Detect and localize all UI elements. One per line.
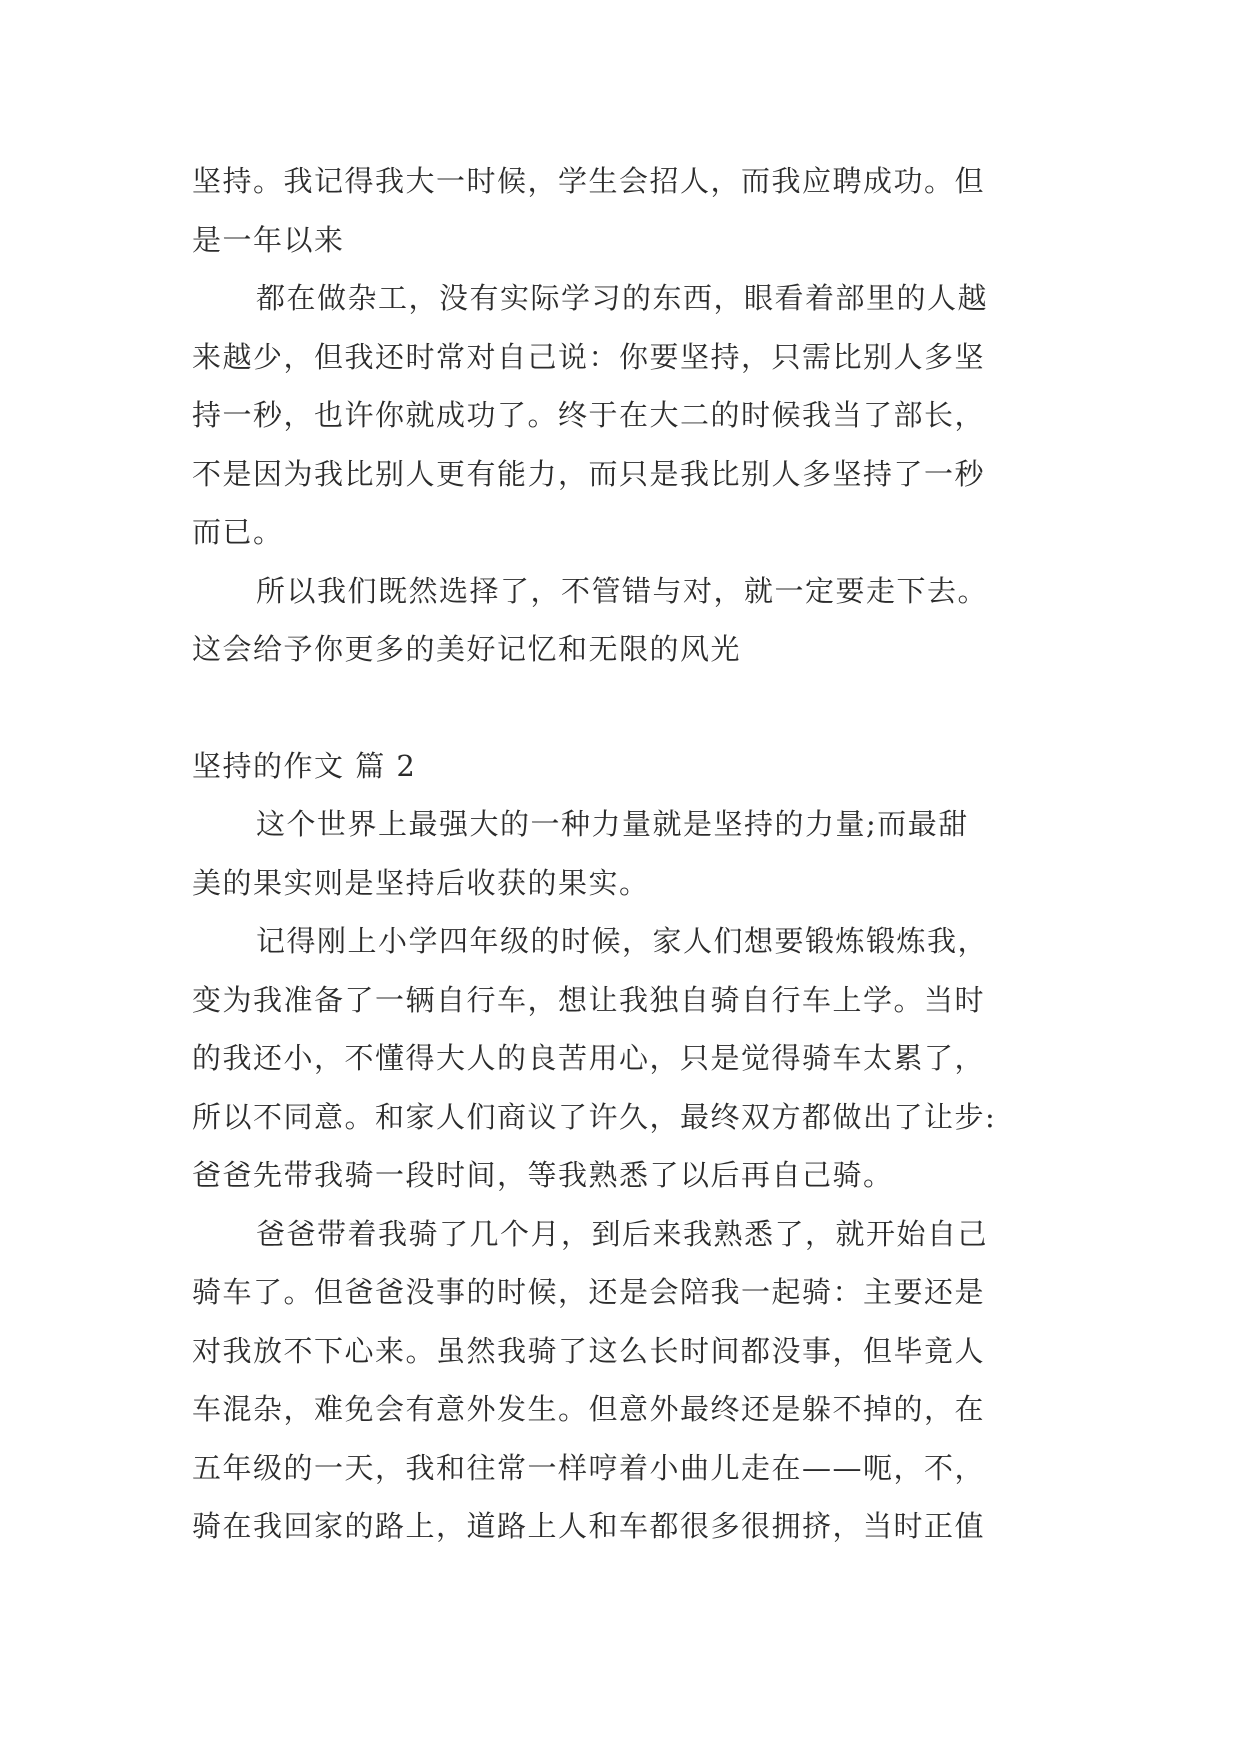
- paragraph-line: 爸爸带着我骑了几个月，到后来我熟悉了，就开始自己: [256, 1216, 989, 1251]
- paragraph-line: 这会给予你更多的美好记忆和无限的风光: [192, 632, 742, 666]
- paragraph-line: 来越少，但我还时常对自己说：你要坚持，只需比别人多坚: [192, 339, 986, 374]
- paragraph-line: 爸爸先带我骑一段时间，等我熟悉了以后再自己骑。: [192, 1158, 894, 1192]
- paragraph-line: 对我放不下心来。虽然我骑了这么长时间都没事，但毕竟人: [192, 1333, 986, 1368]
- paragraph: [192, 152, 1092, 269]
- paragraph-line: 坚持。我记得我大一时候，学生会招人，而我应聘成功。但: [192, 164, 986, 198]
- paragraph: [192, 795, 1092, 912]
- paragraph-line: 车混杂，难免会有意外发生。但意外最终还是躲不掉的，在: [192, 1392, 986, 1426]
- paragraph-line: 都在做杂工，没有实际学习的东西，眼看着部里的人越: [256, 281, 989, 315]
- paragraph-line: 变为我准备了一辆自行车，想让我独自骑自行车上学。当时: [192, 982, 986, 1017]
- paragraph-line: 是一年以来: [192, 222, 345, 257]
- section-heading: 坚持的作文 篇 2: [192, 748, 417, 783]
- paragraph-line: 所以不同意。和家人们商议了许久，最终双方都做出了让步:: [192, 1099, 997, 1134]
- paragraph-line: 骑车了。但爸爸没事的时候，还是会陪我一起骑：主要还是: [192, 1275, 986, 1309]
- paragraph-line: 这个世界上最强大的一种力量就是坚持的力量;而最甜: [256, 807, 969, 841]
- paragraph: [192, 912, 1092, 1205]
- paragraph-line: 记得刚上小学四年级的时候，家人们想要锻炼锻炼我，: [256, 924, 989, 958]
- paragraph-line: 骑在我回家的路上，道路上人和车都很多很拥挤，当时正值: [192, 1509, 986, 1543]
- section-gap: [192, 679, 1092, 737]
- paragraph-line: 所以我们既然选择了，不管错与对，就一定要走下去。: [256, 573, 989, 608]
- paragraph: [192, 269, 1092, 562]
- paragraph-line: 不是因为我比别人更有能力，而只是我比别人多坚持了一秒: [192, 456, 986, 491]
- paragraph-line: 而已。: [192, 515, 284, 549]
- document-body: [192, 152, 1092, 1556]
- paragraph-line: 持一秒，也许你就成功了。终于在大二的时候我当了部长，: [192, 398, 986, 432]
- paragraph-line: 美的果实则是坚持后收获的果实。: [192, 865, 650, 900]
- paragraph: [192, 1205, 1092, 1556]
- paragraph-line: 五年级的一天，我和往常一样哼着小曲儿走在——呃，不，: [192, 1450, 986, 1485]
- paragraph-line: 的我还小，不懂得大人的良苦用心，只是觉得骑车太累了，: [192, 1041, 986, 1075]
- paragraph: [192, 562, 1092, 679]
